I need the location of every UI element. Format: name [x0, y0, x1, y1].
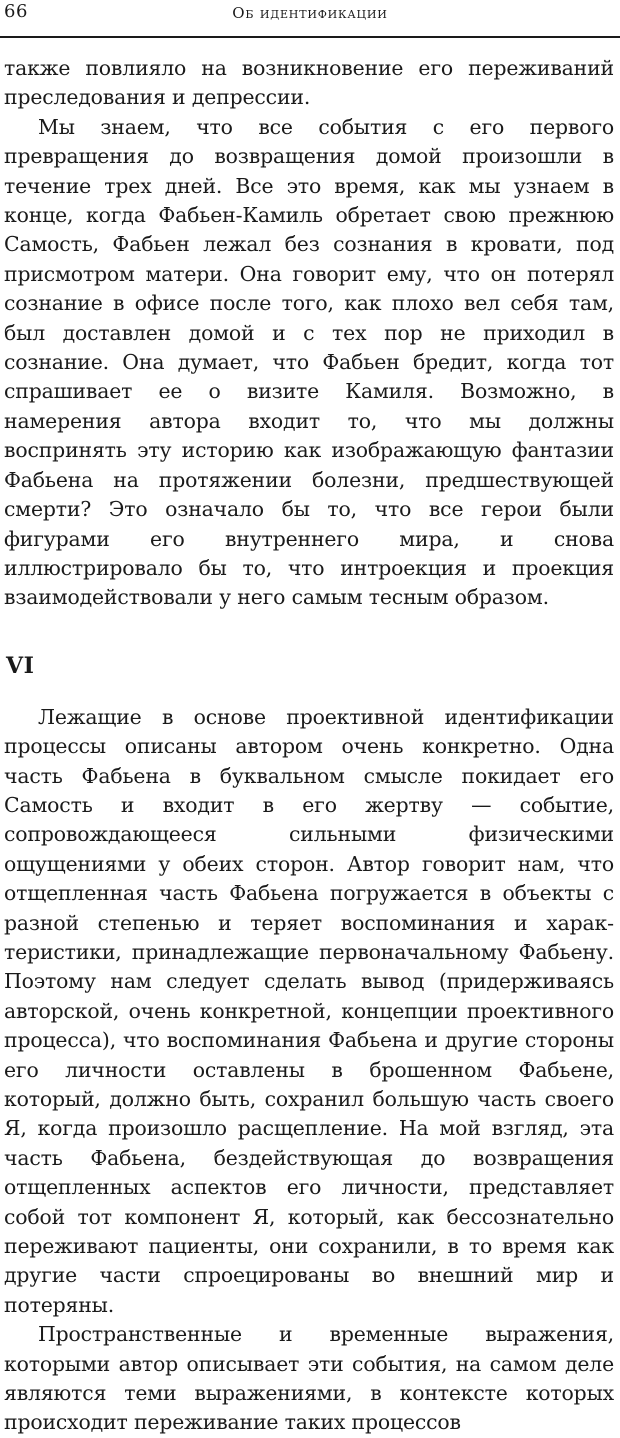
section-heading: VI	[6, 652, 35, 679]
paragraph: Мы знаем, что все события с его первого превращения до возвращения домой произошли в течение трех дней. Все это время, как мы узнаем в конце, когда Фабьен-Камиль обретает свою прежнюю Самость, Фабьен лежал без сознания в кровати, под присмотром матери. Она говорит ему, что он потерял сознание в офисе после того, как плохо вел себя там, был доставлен домой и с тех пор не приходил в сознание. Она думает, что Фабьен бредит, когда тот спрашивает ее о визите Камиля. Возможно, в намерения автора входит то, что мы должны воспринять эту историю как изображающую фантазии Фабьена на протяжении болезни, предшествующей смерти? Это означало бы то, что все герои были фигурами его внутреннего мира, и снова иллюстрировало бы то, что интроекция и проекция взаимодействовали у него самым тесным образом.	[4, 114, 614, 610]
paragraph-continuation: также повлияло на возникновение его переживаний преследования и депрессии.	[4, 56, 614, 110]
page-number: 66	[4, 1, 28, 22]
page-body	[4, 54, 614, 1438]
paragraph: Пространственные и временные выражения, которыми автор описывает эти события, на самом деле являются теми выражениями, в контексте которых происходит переживание таких процессов	[4, 1322, 614, 1435]
page-header	[0, 0, 620, 44]
running-head: Об идентификации	[232, 4, 388, 22]
header-rule	[0, 36, 620, 38]
paragraph: Лежащие в основе проективной идентификации процессы описаны автором очень конкретно. Одна часть Фабьена в буквальном смысле покидает его Самость и входит в его жертву — событие, сопровождающееся сильными физическими ощущениями у обеих сторон. Автор говорит нам, что отщепленная часть Фабьена погружается в объекты с разной степенью и теряет воспоминания и характеристики, принадлежащие первоначальному Фабьену. Поэтому нам следует сделать вывод (придерживаясь авторской, очень конкретной, концепции проективного процесса), что воспоминания Фабьена и другие стороны его личности оставлены в брошенном Фабьене, который, должно быть, сохранил большую часть своего Я, когда произошло расщепление. На мой взгляд, эта часть Фабьена, бездействующая до возвращения отщепленных аспектов его личности, представляет собой тот компонент Я, который, как бессознательно переживают пациенты, они сохранили, в то время как другие части спроецированы во внешний мир и потеряны.	[4, 704, 614, 1317]
